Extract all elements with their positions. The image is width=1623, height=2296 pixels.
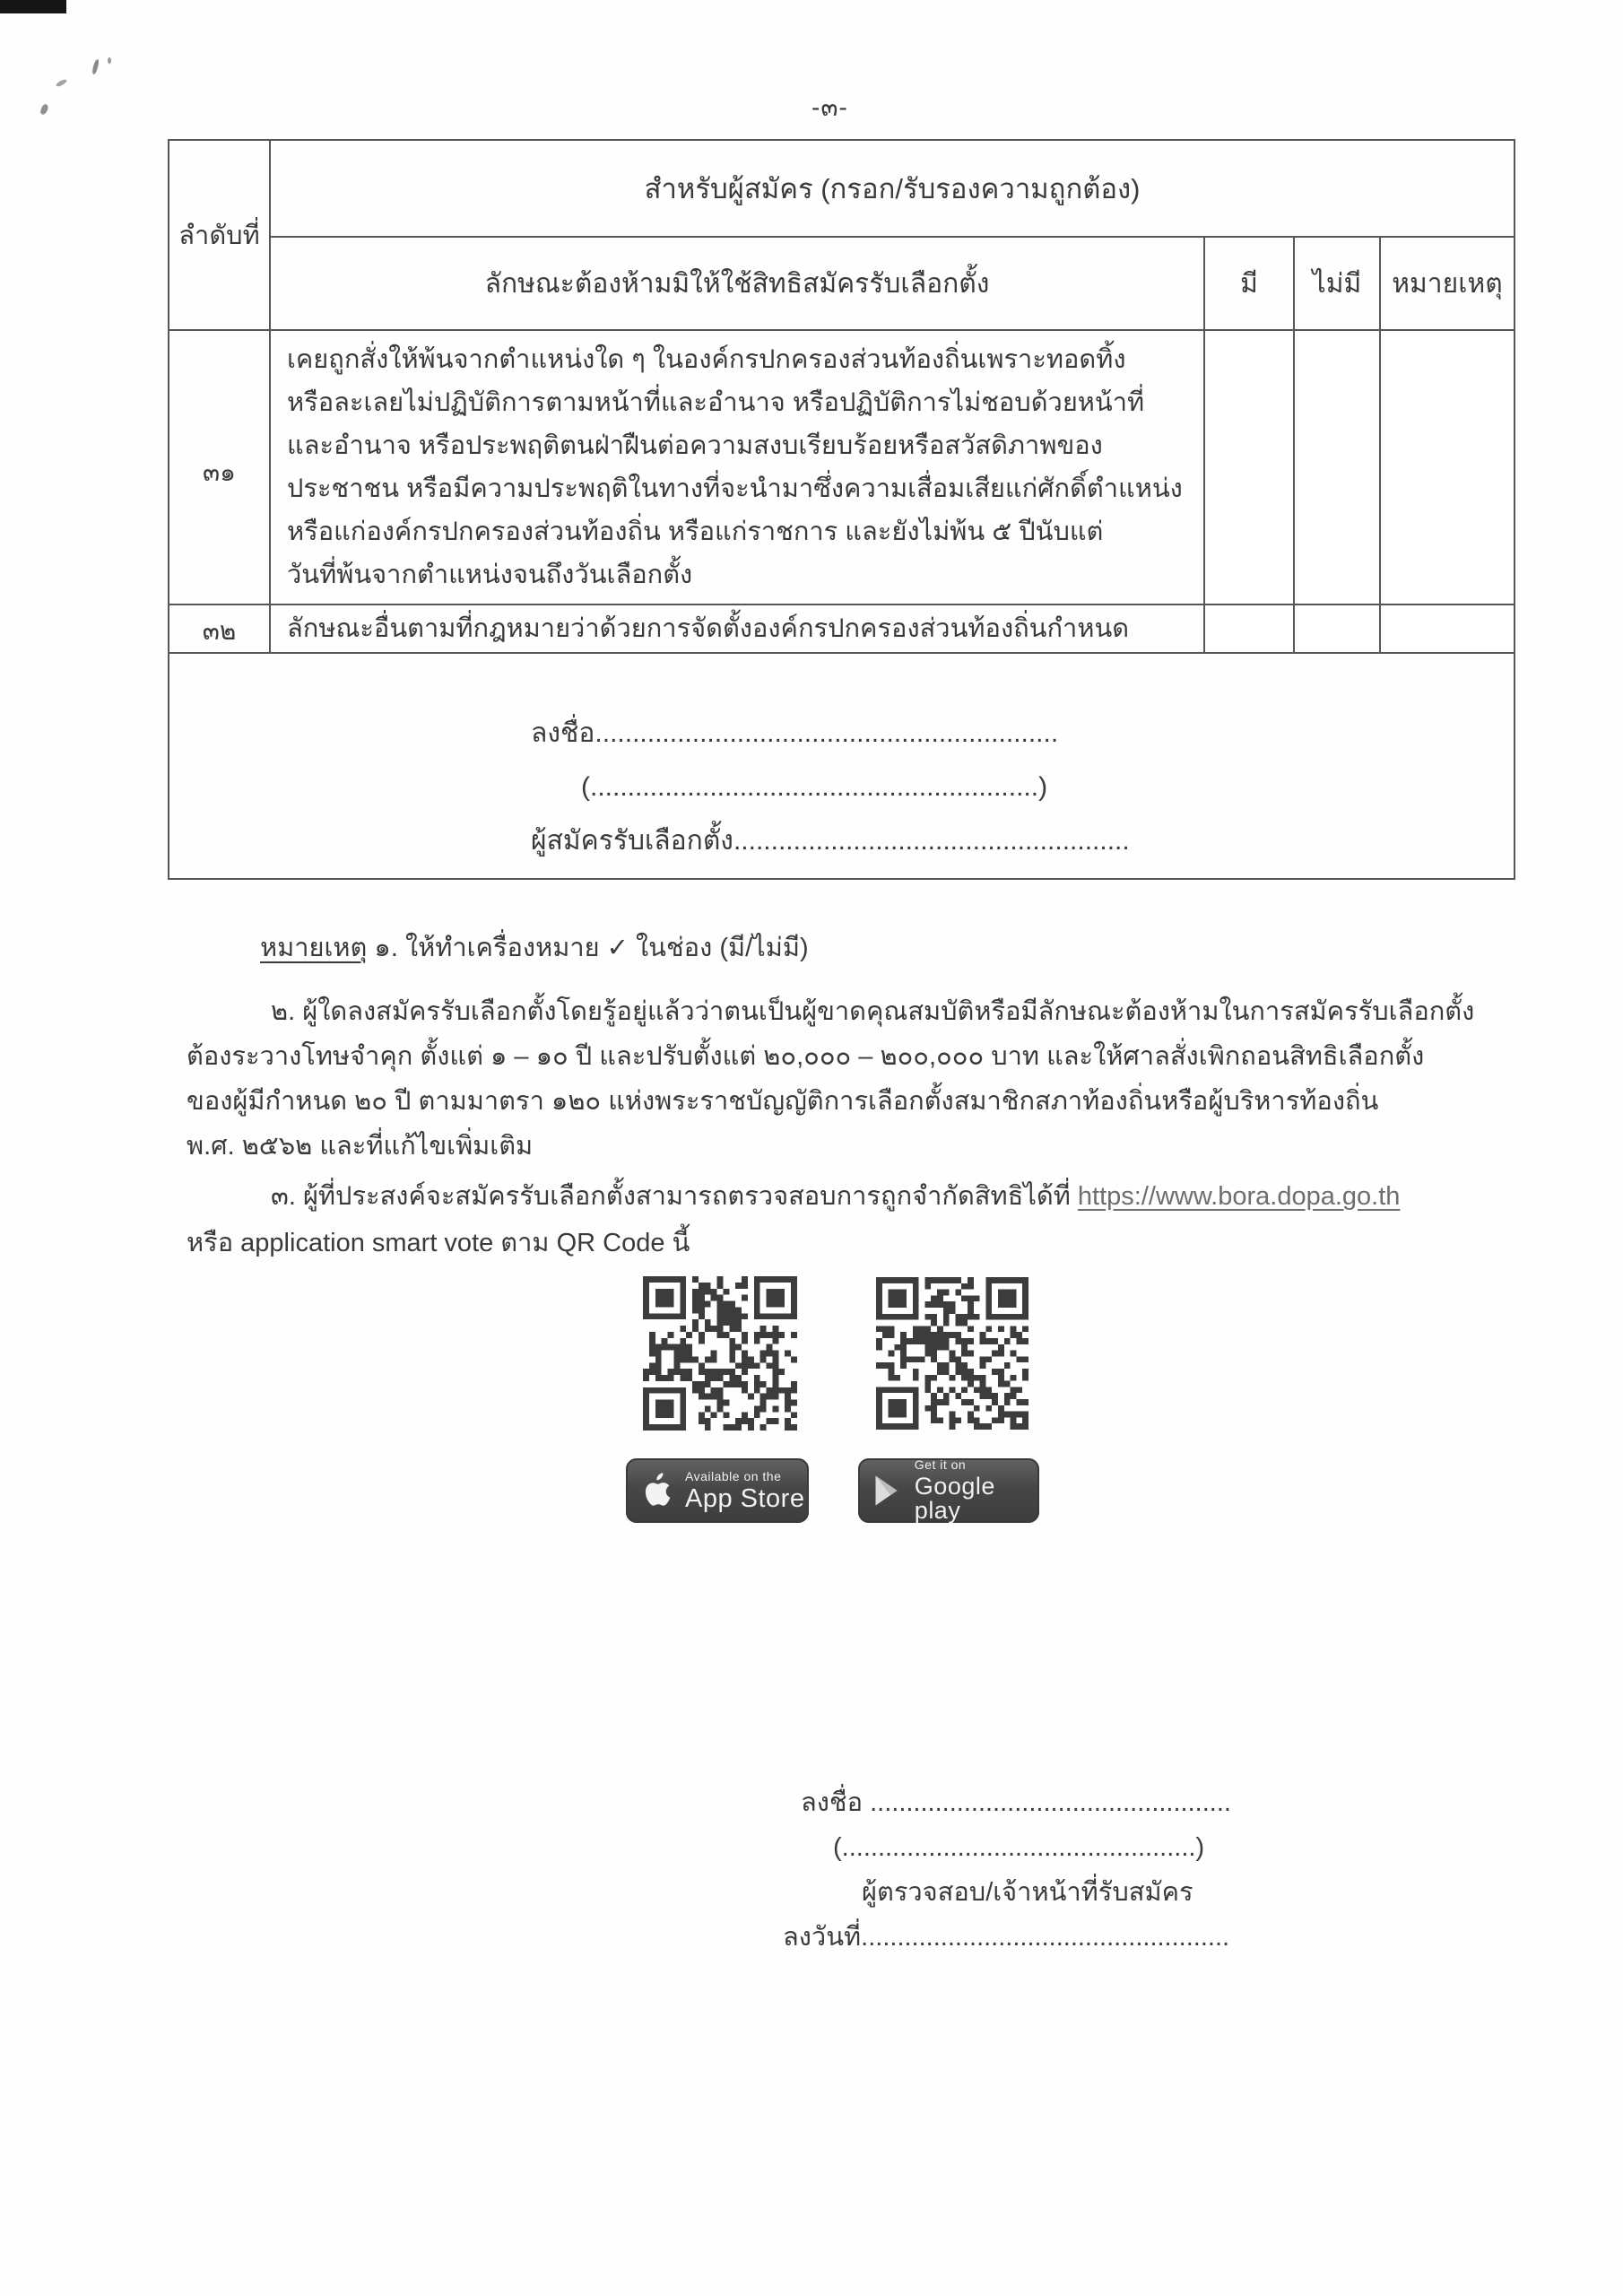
google-play-badge-title: Google play xyxy=(914,1473,995,1524)
row-31-have-checkbox-cell[interactable] xyxy=(1204,330,1294,604)
official-signature-block xyxy=(783,1780,1231,1960)
row-31-text xyxy=(270,330,1204,604)
note-2-line: พ.ศ. ๒๕๖๒ และที่แก้ไขเพิ่มเติม xyxy=(187,1132,534,1161)
scan-artifact-pen-mark xyxy=(91,59,100,75)
date-line[interactable]: ลงวันที่................................................... xyxy=(783,1923,1230,1952)
table-header-row-2 xyxy=(169,237,1515,330)
apple-icon xyxy=(637,1471,678,1510)
row-32-have-checkbox-cell[interactable] xyxy=(1204,604,1294,653)
note-3-line-2: หรือ application smart vote ตาม QR Code นี้ xyxy=(187,1229,690,1257)
row-31-line: และอำนาจ หรือประพฤติตนฝ่าฝืนต่อความสงบเรียบร้อยหรือสวัสดิภาพของ xyxy=(287,431,1103,460)
row-31-number: ๓๑ xyxy=(169,330,270,604)
column-header-characteristic: ลักษณะต้องห้ามมิให้ใช้สิทธิสมัครรับเลือกตั้ง xyxy=(270,237,1204,330)
table-title: สำหรับผู้สมัคร (กรอก/รับรองความถูกต้อง) xyxy=(270,140,1515,237)
note-2-line: ๒. ผู้ใดลงสมัครรับเลือกตั้งโดยรู้อยู่แล้วว่าตนเป็นผู้ขาดคุณสมบัติหรือมีลักษณะต้องห้ามในการสมัครรับเลือกตั้ง xyxy=(271,997,1475,1026)
scan-artifact-pen-mark xyxy=(108,57,111,64)
app-store-badge-title: App Store xyxy=(685,1483,805,1513)
signature-name-line[interactable]: (............................................................) xyxy=(581,772,1048,802)
row-32-number: ๓๒ xyxy=(169,604,270,653)
scan-artifact-pen-mark xyxy=(56,78,68,88)
official-signature-line[interactable]: ลงชื่อ .................................................. xyxy=(801,1788,1231,1817)
app-store-badge xyxy=(626,1458,809,1523)
google-play-badge xyxy=(858,1458,1039,1523)
note-2-line: ของผู้มีกำหนด ๒๐ ปี ตามมาตรา ๑๒๐ แห่งพระราชบัญญัติการเลือกตั้งสมาชิกสภาท้องถิ่นหรือผู้บริหารท้องถิ่น xyxy=(187,1087,1379,1116)
row-32-not-have-checkbox-cell[interactable] xyxy=(1294,604,1380,653)
row-32-remark-cell[interactable] xyxy=(1380,604,1515,653)
row-31-remark-cell[interactable] xyxy=(1380,330,1515,604)
google-play-badge-tagline: Get it on xyxy=(914,1457,967,1472)
prohibited-characteristics-table xyxy=(168,139,1515,880)
bora-dopa-link[interactable]: https://www.bora.dopa.go.th xyxy=(1077,1182,1401,1211)
qr-code-smart-vote-2 xyxy=(876,1276,1028,1431)
scan-artifact-corner xyxy=(0,0,66,13)
play-triangle-icon xyxy=(869,1473,907,1509)
row-32-text: ลักษณะอื่นตามที่กฎหมายว่าด้วยการจัดตั้งองค์กรปกครองส่วนท้องถิ่นกำหนด xyxy=(270,604,1204,653)
table-row-31 xyxy=(169,330,1515,604)
note-3 xyxy=(187,1173,1514,1266)
note-2-line: ต้องระวางโทษจำคุก ตั้งแต่ ๑ – ๑๐ ปี และปรับตั้งแต่ ๒๐,๐๐๐ – ๒๐๐,๐๐๐ บาท และให้ศาลสั่งเพิกถอนสิทธิเลือกตั้ง xyxy=(187,1042,1425,1071)
column-header-not-have: ไม่มี xyxy=(1294,237,1380,330)
note-3-text: ๓. ผู้ที่ประสงค์จะสมัครรับเลือกตั้งสามารถตรวจสอบการถูกจำกัดสิทธิได้ที่ xyxy=(271,1182,1078,1211)
app-store-badge-tagline: Available on the xyxy=(685,1468,782,1483)
column-header-have: มี xyxy=(1204,237,1294,330)
row-31-line: ประชาชน หรือมีความประพฤติในทางที่จะนำมาซึ่งความเสื่อมเสียแก่ศักดิ์ตำแหน่ง xyxy=(287,474,1183,503)
scan-artifact-pen-mark xyxy=(39,103,49,116)
signature-line[interactable]: ลงชื่อ.............................................................. xyxy=(531,718,1059,748)
note-1 xyxy=(260,926,809,968)
table-header-row-1 xyxy=(169,140,1515,237)
row-31-line: หรือแก่องค์กรปกครองส่วนท้องถิ่น หรือแก่ราชการ และยังไม่พ้น ๕ ปีนับแต่ xyxy=(287,517,1104,546)
column-header-sequence: ลำดับที่ xyxy=(169,140,270,330)
page-number: -๓- xyxy=(812,93,848,121)
note-label: หมายเหตุ xyxy=(260,934,368,962)
qr-code-smart-vote-1 xyxy=(643,1276,797,1431)
official-name-line[interactable]: (.................................................) xyxy=(833,1833,1205,1862)
row-31-line: เคยถูกสั่งให้พ้นจากตำแหน่งใด ๆ ในองค์กรปกครองส่วนท้องถิ่นเพราะทอดทิ้ง xyxy=(287,345,1126,374)
row-31-line: หรือละเลยไม่ปฏิบัติการตามหน้าที่และอำนาจ หรือปฏิบัติการไม่ชอบด้วยหน้าที่ xyxy=(287,388,1145,417)
note-3-line-1 xyxy=(187,1173,1514,1220)
note-2 xyxy=(187,989,1514,1169)
note-1-text: ๑. ให้ทำเครื่องหมาย ✓ ในช่อง (มี/ไม่มี) xyxy=(367,934,809,962)
column-header-remark: หมายเหตุ xyxy=(1380,237,1515,330)
row-31-line: วันที่พ้นจากตำแหน่งจนถึงวันเลือกตั้ง xyxy=(287,561,693,589)
table-signature-row xyxy=(169,653,1515,879)
table-row-32 xyxy=(169,604,1515,653)
candidate-signature-area xyxy=(169,653,1515,879)
row-31-not-have-checkbox-cell[interactable] xyxy=(1294,330,1380,604)
candidate-role-line[interactable]: ผู้สมัครรับเลือกตั้ง..................................................... xyxy=(531,826,1130,856)
official-role-label: ผู้ตรวจสอบ/เจ้าหน้าที่รับสมัคร xyxy=(862,1878,1193,1907)
